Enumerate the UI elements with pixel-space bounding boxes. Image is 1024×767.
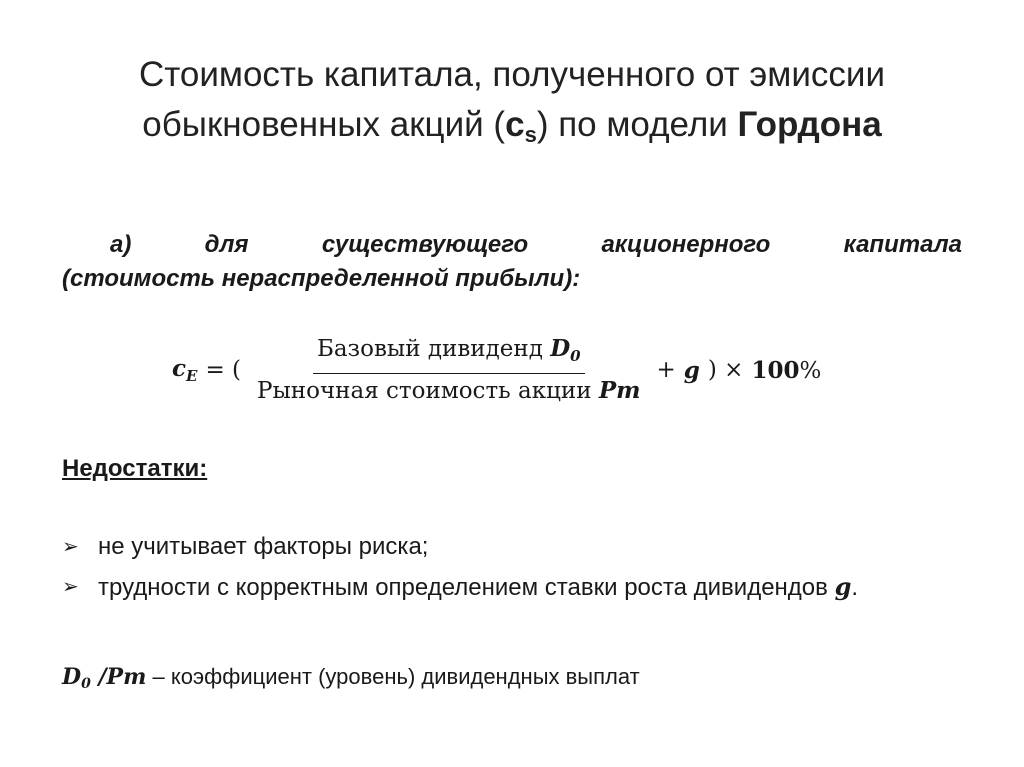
formula-numerator-var: $D_0$ bbox=[550, 335, 581, 365]
formula-g: g bbox=[683, 356, 700, 384]
title-symbol: $c_s$ bbox=[505, 105, 537, 147]
list-item-var-g: g bbox=[834, 572, 852, 601]
formula-lhs: $c_E$ bbox=[172, 355, 198, 385]
formula-equals-open: = ( bbox=[205, 357, 242, 383]
formula-plus: + bbox=[656, 357, 676, 383]
title-line-2 bbox=[0, 100, 1024, 160]
formula-lhs-sub: E bbox=[186, 367, 198, 385]
list-item-text: трудности с корректным определением ставки роста дивидендов g. bbox=[98, 572, 859, 601]
subtitle-line-2: (стоимость нераспределенной прибыли): bbox=[62, 265, 581, 292]
subtitle-word: капитала bbox=[843, 231, 962, 258]
footnote-text: – коэффициент (уровень) дивидендных выплат bbox=[146, 664, 640, 689]
gordon-formula bbox=[172, 330, 821, 410]
formula-percent: 100% bbox=[751, 356, 822, 384]
title-bold-name: Гордона bbox=[737, 105, 882, 144]
formula-fraction bbox=[253, 334, 644, 406]
formula-numerator: Базовый дивиденд $D_0$ bbox=[313, 334, 585, 374]
title-line-2-prefix: обыкновенных акций ( bbox=[142, 105, 506, 144]
formula-denominator-var: Pm bbox=[598, 377, 641, 404]
subtitle-word: существующего bbox=[321, 231, 529, 258]
arrow-bullet-icon: ➢ bbox=[62, 576, 79, 598]
subtitle-word: а) bbox=[110, 231, 132, 258]
drawbacks-heading: Недостатки: bbox=[62, 455, 208, 482]
subtitle bbox=[62, 228, 962, 296]
footnote-ratio: D0 /Pm bbox=[62, 664, 147, 692]
list-item bbox=[62, 530, 862, 564]
formula-denominator: Рыночная стоимость акции Pm bbox=[257, 377, 641, 404]
subtitle-line-1 bbox=[62, 228, 962, 262]
formula-close-times: ) × bbox=[707, 357, 744, 383]
subtitle-word: акционерного bbox=[601, 231, 771, 258]
title-line-1: Стоимость капитала, полученного от эмиссии bbox=[138, 55, 886, 94]
footnote bbox=[62, 664, 640, 692]
list-item-text: не учитывает факторы риска; bbox=[98, 533, 429, 560]
slide-title bbox=[0, 50, 1024, 160]
title-symbol-sub: s bbox=[524, 122, 537, 147]
title-line-2-mid: ) по модели bbox=[536, 105, 738, 144]
drawbacks-list bbox=[62, 530, 862, 611]
subtitle-word: для bbox=[204, 231, 249, 258]
list-item bbox=[62, 570, 862, 605]
arrow-bullet-icon: ➢ bbox=[62, 536, 79, 558]
